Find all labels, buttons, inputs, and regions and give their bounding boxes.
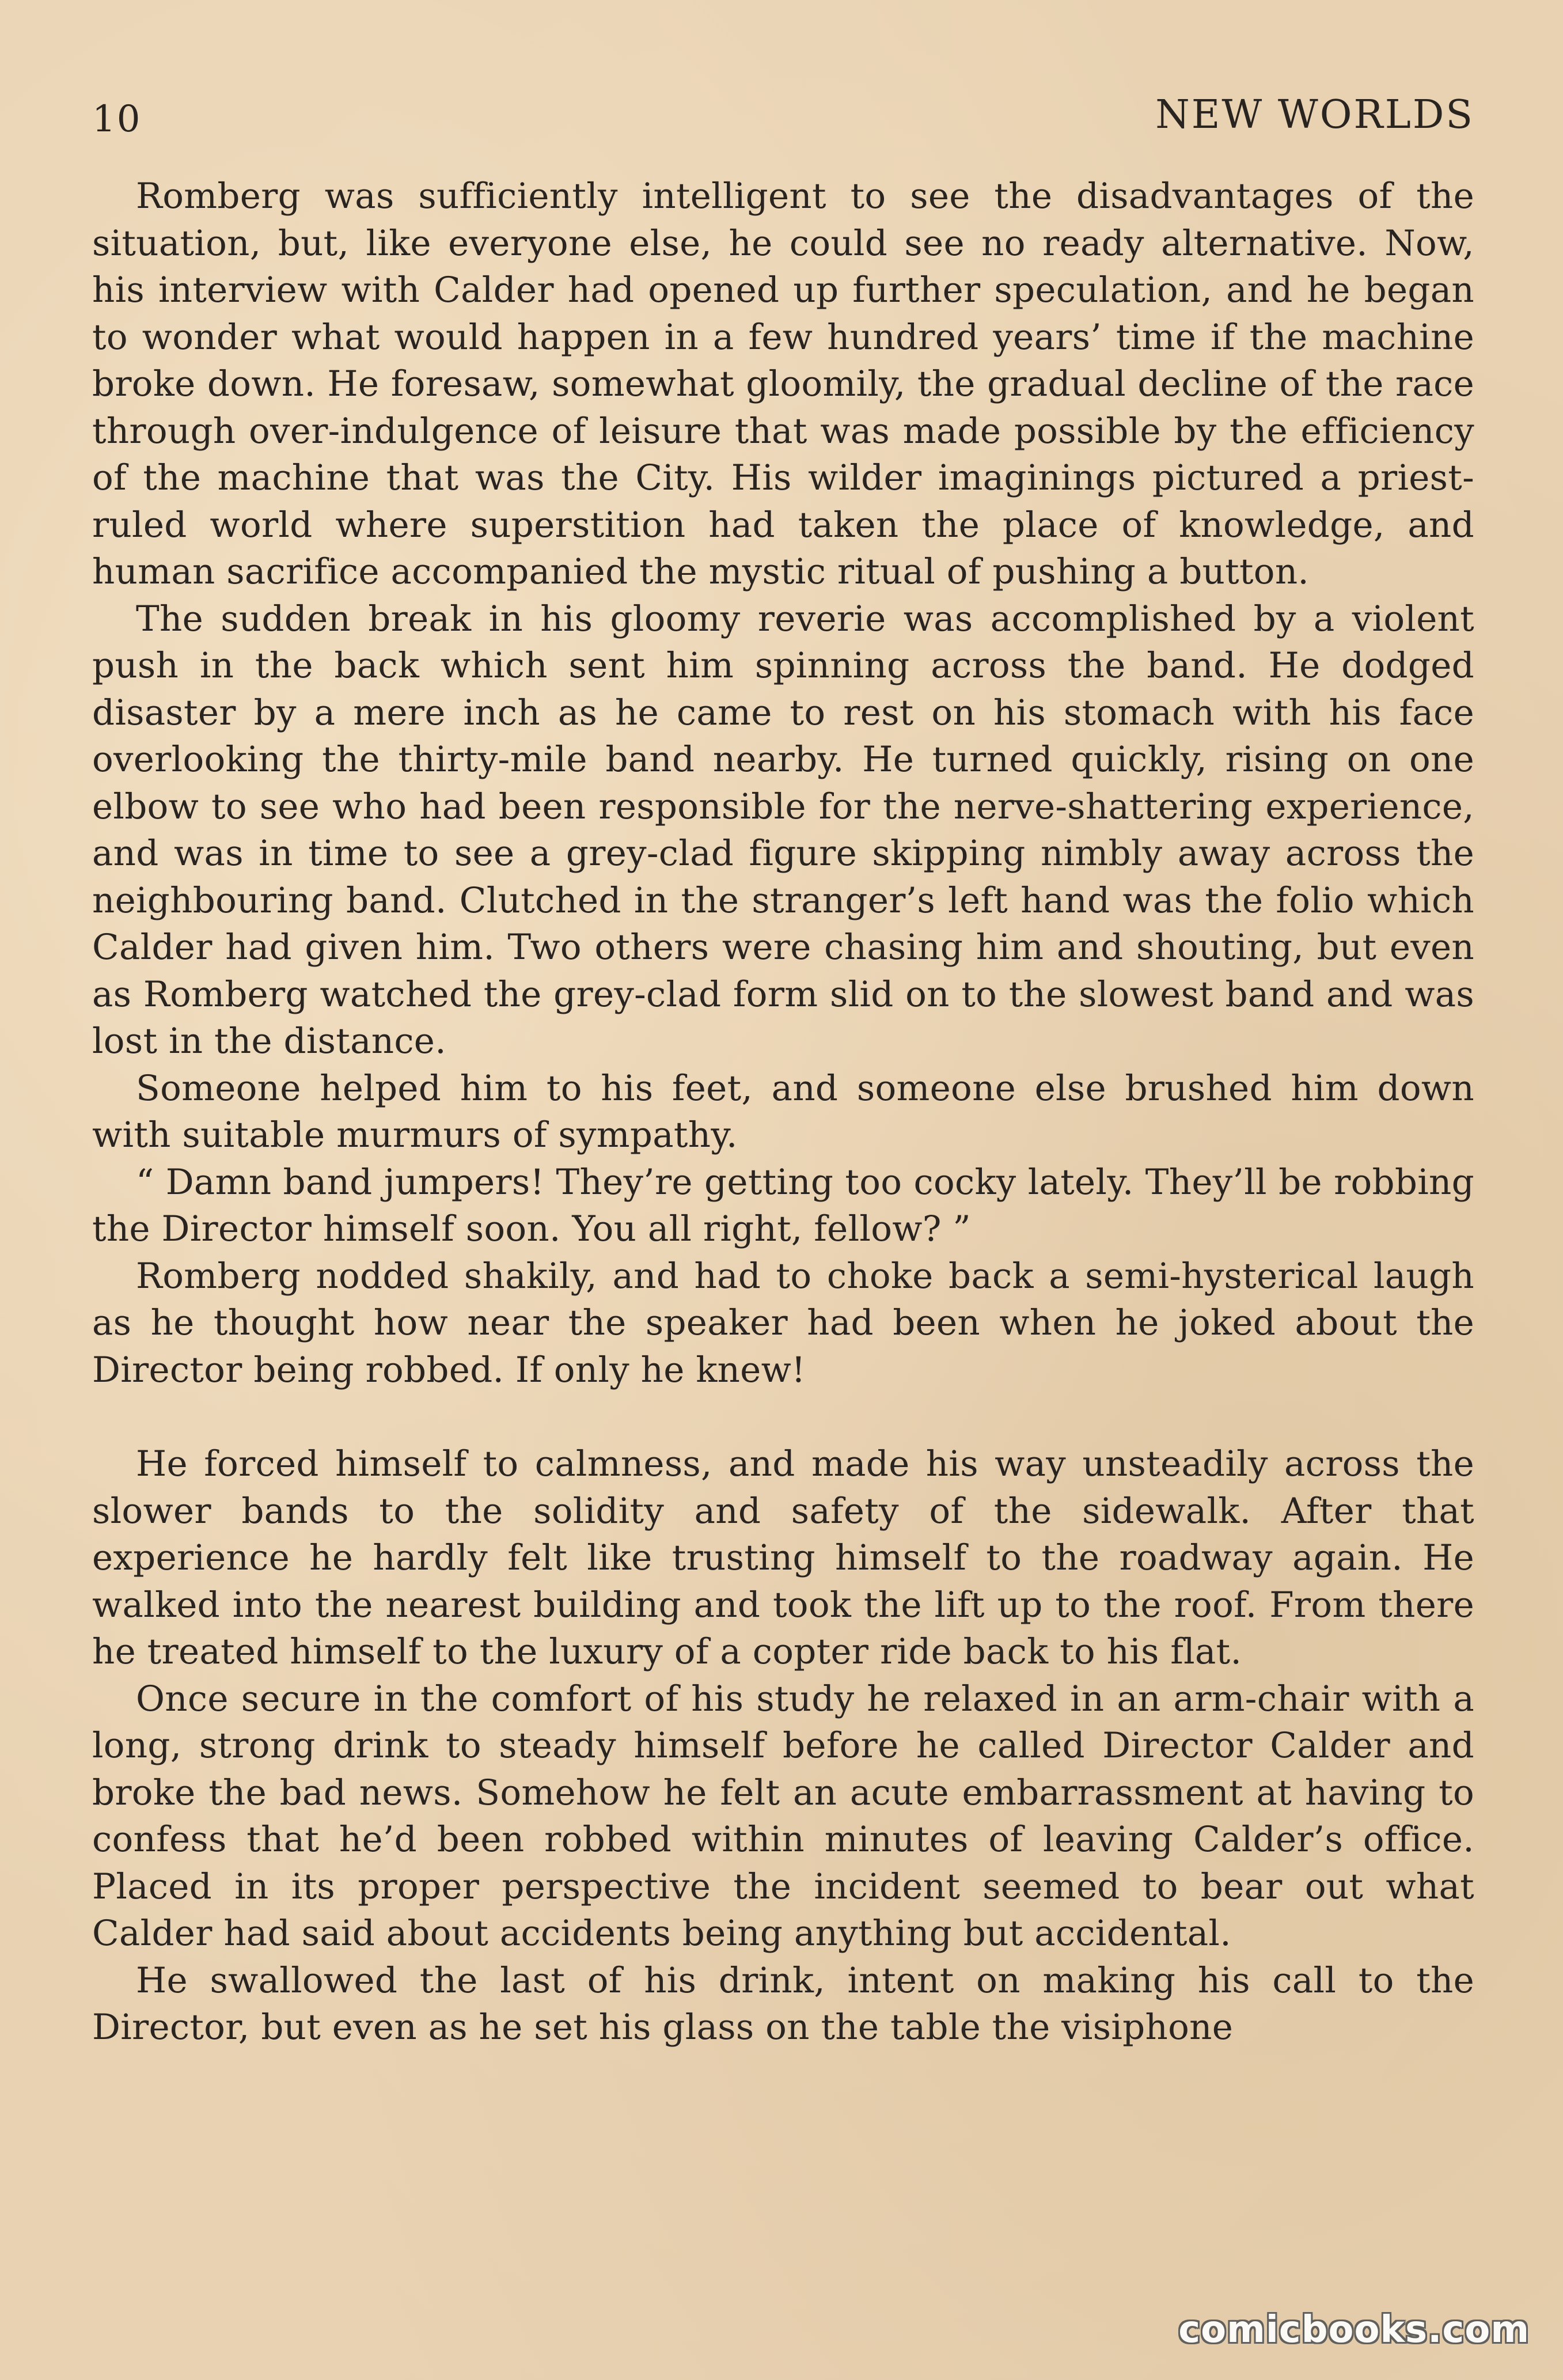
book-page: [92, 86, 1474, 2275]
paragraph: He forced himself to calmness, and made his way unsteadily across the slower bands to the solidity and safety of the sidewalk. After that experience he hardly felt like trusting himself to the roadway again. He walked into the nearest building and took the lift up to the roof. From there he treated himself to the luxury of a copter ride back to his flat.: [92, 1443, 1474, 1672]
paragraph: “ Damn band jumpers! They’re getting too cocky lately. They’ll be robbing the Director himself soon. You all right, fellow? ”: [92, 1161, 1474, 1249]
paragraph: Someone helped him to his feet, and someone else brushed him down with suitable murmurs of sympathy.: [92, 1067, 1474, 1155]
section-break: [92, 1393, 1474, 1441]
site-watermark: comicbooks.com: [1178, 2309, 1530, 2351]
paragraph: Romberg was sufficiently intelligent to see the disadvantages of the situation, but, like everyone else, he could see no ready alternative. Now, his interview with Calder had opened up further speculation, and he began to wonder what would happen in a few hundred years’ time if the machine broke down. He foresaw, somewhat gloomily, the gradual decline of the race through over-indulgence of leisure that was made possible by the efficiency of the machine that was the City. His wilder imaginings pictured a priest-ruled world where superstition had taken the place of knowledge, and human sacrifice accompanied the mystic ritual of pushing a button.: [92, 176, 1474, 592]
paragraph: Romberg nodded shakily, and had to choke back a semi-hysterical laugh as he thought how near the speaker had been when he joked about the Director being robbed. If only he knew!: [92, 1255, 1474, 1390]
page-header: [92, 86, 1474, 150]
page-number: 10: [92, 98, 142, 141]
paragraph: Once secure in the comfort of his study he relaxed in an arm-chair with a long, strong drink to steady himself before he called Director Calder and broke the bad news. Somehow he felt an acute embarrassment at having to confess that he’d been robbed within minutes of leaving Calder’s office. Placed in its proper perspective the incident seemed to bear out what Calder had said about accidents being anything but accidental.: [92, 1678, 1474, 1954]
paragraph: He swallowed the last of his drink, intent on making his call to the Director, but even as he set his glass on the table the visiphone: [92, 1960, 1474, 2048]
body-text: [92, 173, 1474, 2051]
paragraph: The sudden break in his gloomy reverie was accomplished by a violent push in the back which sent him spinning across the band. He dodged disaster by a mere inch as he came to rest on his stomach with his face overlooking the thirty-mile band nearby. He turned quickly, rising on one elbow to see who had been responsible for the nerve-shattering experience, and was in time to see a grey-clad figure skipping nimbly away across the neighbouring band. Clutched in the stranger’s left hand was the folio which Calder had given him. Two others were chasing him and shouting, but even as Romberg watched the grey-clad form slid on to the slowest band and was lost in the distance.: [92, 598, 1474, 1062]
running-head: NEW WORLDS: [1155, 92, 1474, 138]
